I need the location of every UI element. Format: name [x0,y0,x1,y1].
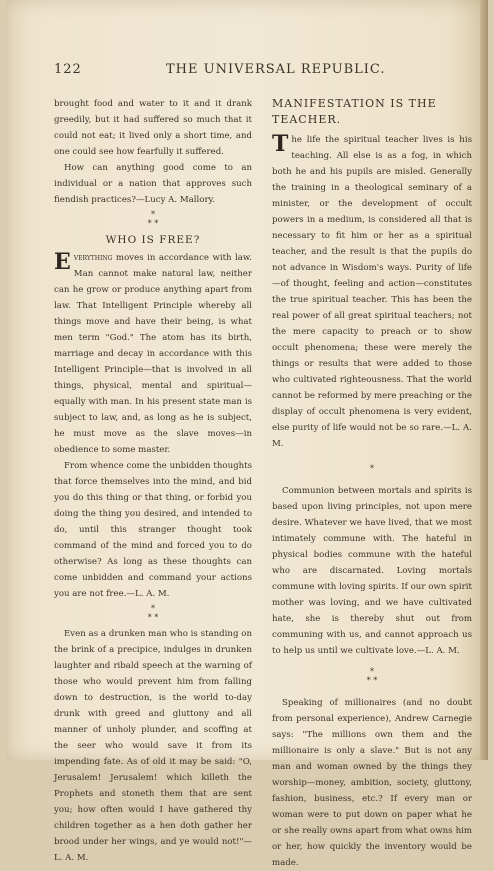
right-column [272,96,472,871]
divider-star: * [370,464,374,473]
page-number: 122 [54,62,82,77]
unbidden-thoughts-paragraph: From whence come the unbidden thoughts that force themselves into the mind, and bid you do this thing or that thing, or forbid you doing the thing you desired, and intended to do, until this stranger thought took command of the mind and forced you to do otherwise? As long as these thoughts can come unbidden and command your actions you are not free.—L. A. M. [54,461,252,599]
page-header [54,62,454,82]
left-column [54,96,252,866]
divider-stars: * * [147,613,159,622]
journal-title: THE UNIVERSAL REPUBLIC. [166,62,386,77]
drop-cap: T [272,131,289,157]
article-continuation: brought food and water to it and it drank greedily, but it had suffered so much that it could not eat; it lived only a short time, and one could see how fearfully it suffered. [54,99,252,157]
section-heading-who-is-free: WHO IS FREE? [105,234,201,246]
paragraph-text: moves in accordance with law. Man cannot make natural law, neither can he grow or produce anything apart from law. That Intelligent Principle whereby all things move and have their being, is what men term "God." The atom has its birth, marriage and decay in accordance with this Intelligent Principle—that is involved in all things, physical, mental and spiritual—equally with man. In his present state man is subject to law, and, as long as he is subject, he must move as the slave moves—in obedience to some master. [54,253,252,455]
article-conclusion: How can anything good come to an individual or a nation that approves such fiendish practices?—Lucy A. Mallory. [54,163,252,205]
lead-word: verything [73,253,113,263]
page-edge [480,0,488,760]
section-divider [54,210,252,228]
drunken-man-paragraph: Even as a drunken man who is standing on the brink of a precipice, indulges in drunken laughter and ribald speech at the warning of those who would prevent him from falling down to destruction, is the world to-day drunk with greed and gluttony and all manner of unholy plunder, and scoffing at the seer who would save it from its impending fate. As of old it may be said: "O, Jerusalem! Jerusalem! which killeth the Prophets and stoneth them that are sent you; how often would I have gathered thy children together as a hen doth gather her brood under her wings, and ye would not!"—L. A. M. [54,629,252,863]
section-divider [54,604,252,622]
drop-cap: E [54,249,71,275]
paragraph-text: he life the spiritual teacher lives is his teaching. All else is as a fog, in which both he and his pupils are misled. Generally the training in a theological seminary of a minister, or the development of occult powers in a medium, is considered all that is necessary to fit him or her as a spiritual teacher, and the result is that the pupils do not advance in Wisdom's ways. Purity of life—of thought, feeling and action—constitutes the true spiritual teacher. This has been the real power of all great spiritual teachers; not the mere capacity to preach or to show occult phenomena; these were merely the things or results that were added to those who cultivated righteousness. That the world cannot be reformed by mere preaching or the display of occult phenomena is very evident, else purity of life would not be so rare.—L. A. M. [272,135,472,449]
who-is-free-paragraph [54,250,252,458]
divider-star: * [151,604,155,613]
page [6,0,488,868]
communion-paragraph: Communion between mortals and spirits is based upon living principles, not upon mere desire. Whatever we have lived, that we most intimately commune with. The hateful in physical bodies commune with the hateful who are discarnated. Loving mortals commune with loving spirits. If our own spirit mother was loving, and we have cultivated hate, she is thereby shut out from communing with us, and cannot approach us to help us until we cultivate love.—L. A. M. [272,486,472,656]
manifestation-paragraph [272,132,472,452]
divider-stars: * * [147,219,159,228]
millionaires-paragraph: Speaking of millionaires (and no doubt from personal experience), Andrew Carnegie says: "The millions own them and the millionaire is only a slave." But is not any man and woman owned by the things they worship—money, ambition, society, gluttony, fashion, business, etc.? If every man or woman were to put down on paper what he or she really owns apart from what owns him or her, how quickly the inventory would be made. [272,698,472,868]
divider-star: * [370,667,374,676]
section-divider [272,667,472,685]
divider-star: * [151,210,155,219]
divider-stars: * * [366,676,378,685]
section-divider [272,464,472,473]
section-heading-manifestation: MANIFESTATION IS THE TEACHER. [272,97,437,126]
